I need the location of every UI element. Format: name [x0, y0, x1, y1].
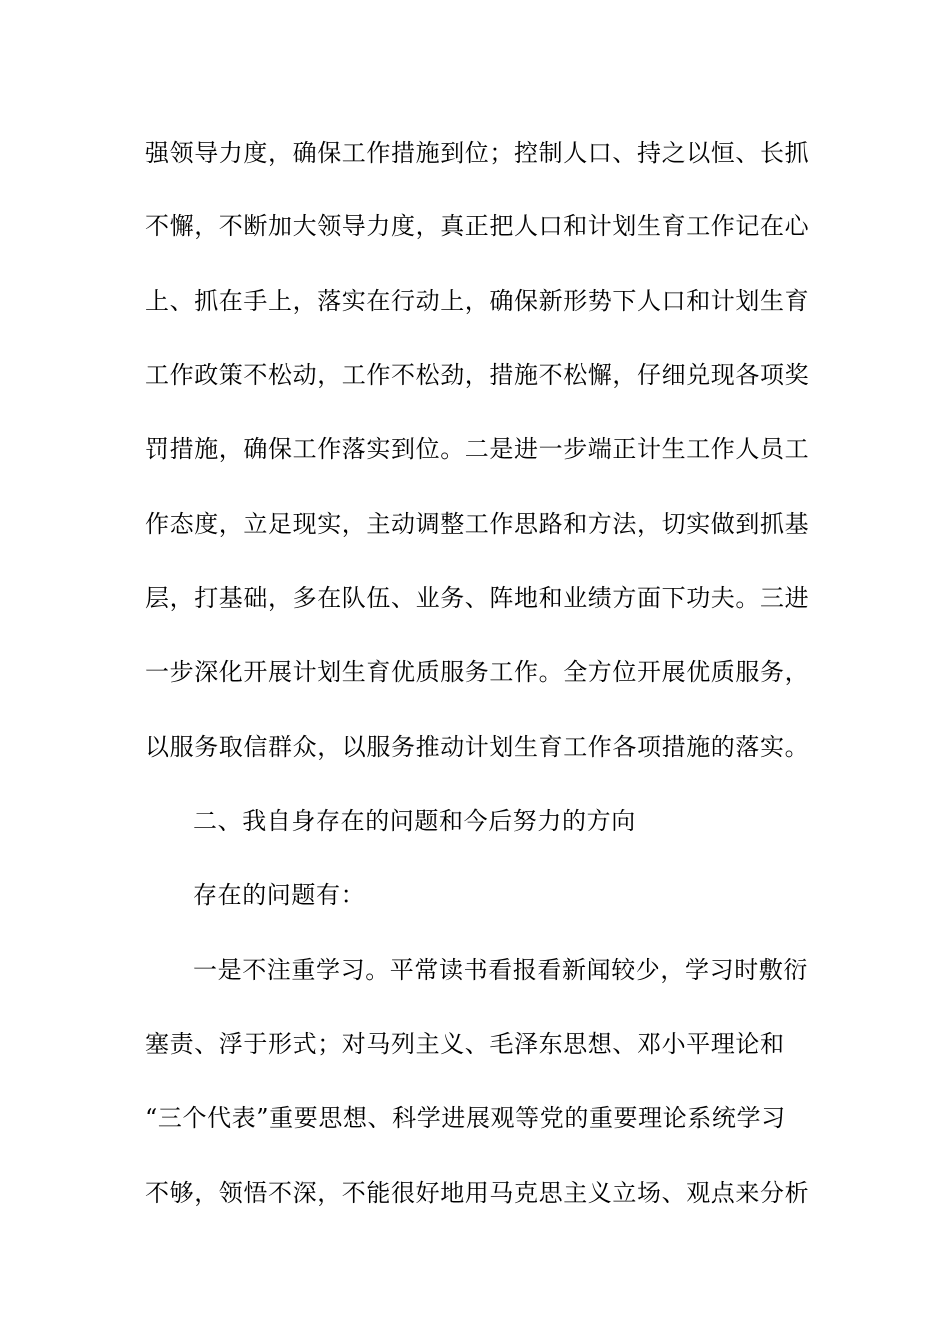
paragraph-line: 上、抓在手上，落实在行动上，确保新形势下人口和计划生育 — [145, 287, 810, 315]
paragraph-line: 工作政策不松动，工作不松劲，措施不松懈，仔细兑现各项奖 — [145, 361, 810, 389]
paragraph-line: 不懈，不断加大领导力度，真正把人口和计划生育工作记在心 — [145, 212, 810, 240]
paragraph-line: 罚措施，确保工作落实到位。二是进一步端正计生工作人员工 — [145, 435, 810, 463]
section-heading: 二、我自身存在的问题和今后努力的方向 — [193, 807, 636, 835]
paragraph-line: 塞责、浮于形式；对马列主义、毛泽东思想、邓小平理论和 — [145, 1030, 785, 1058]
paragraph-line: 一步深化开展计划生育优质服务工作。全方位开展优质服务， — [145, 658, 810, 686]
paragraph-line: 强领导力度，确保工作措施到位；控制人口、持之以恒、长抓 — [145, 139, 810, 167]
paragraph-line: 一是不注重学习。平常读书看报看新闻较少，学习时敷衍 — [193, 956, 808, 984]
paragraph-line: 存在的问题有： — [193, 881, 366, 909]
paragraph-line: 不够，领悟不深，不能很好地用马克思主义立场、观点来分析 — [145, 1179, 810, 1207]
paragraph-line: 作态度，立足现实，主动调整工作思路和方法，切实做到抓基 — [145, 510, 810, 538]
paragraph-line: 层，打基础，多在队伍、业务、阵地和业绩方面下功夫。三进 — [145, 584, 810, 612]
paragraph-line: “三个代表”重要思想、科学进展观等党的重要理论系统学习 — [145, 1104, 786, 1132]
paragraph-line: 以服务取信群众，以服务推动计划生育工作各项措施的落实。 — [145, 733, 810, 761]
